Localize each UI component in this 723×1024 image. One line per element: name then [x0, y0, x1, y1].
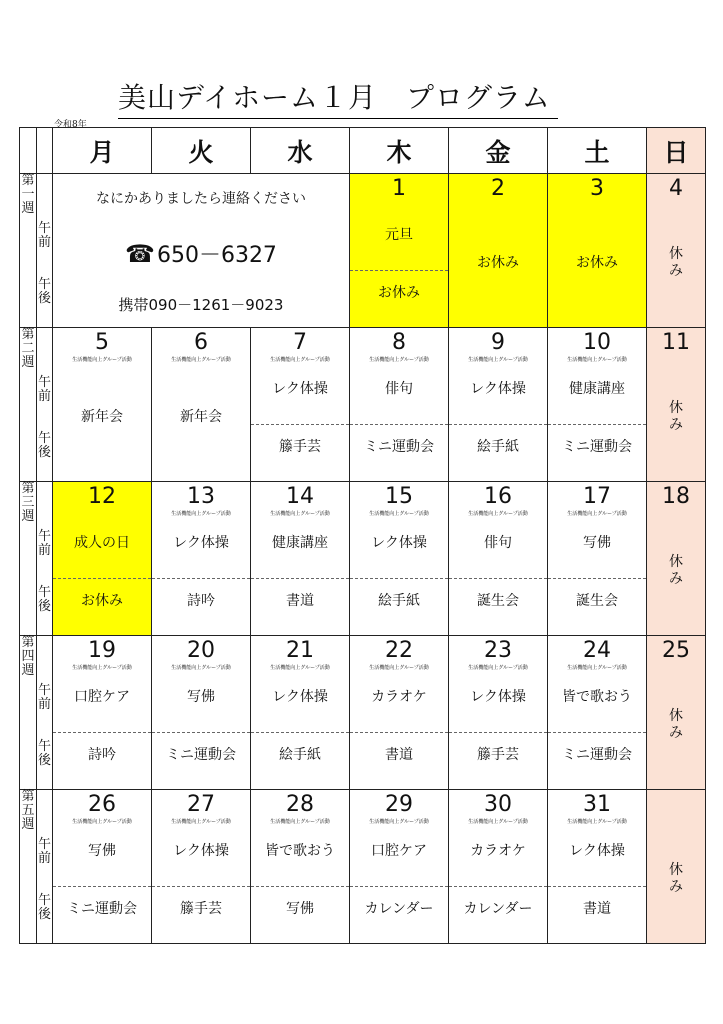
title-underline — [118, 118, 558, 119]
day-content — [548, 636, 646, 789]
rest-char: 休 — [669, 400, 683, 416]
week-label — [20, 328, 37, 482]
period-divider — [350, 270, 448, 271]
day-number: 6 — [194, 330, 208, 355]
activity-pm: 誕生会 — [477, 593, 519, 609]
week-label-char: 四 — [21, 649, 35, 664]
day-cell — [152, 636, 251, 790]
week-row — [20, 790, 706, 944]
day-number: 27 — [187, 792, 215, 817]
day-cell — [350, 482, 449, 636]
day-off-label: お休み — [576, 255, 618, 271]
day-content — [548, 790, 646, 943]
sunday-cell — [647, 636, 706, 790]
activity-pm: 誕生会 — [576, 593, 618, 609]
rest-char: 休 — [669, 554, 683, 570]
day-cell — [251, 328, 350, 482]
day-number: 31 — [583, 792, 611, 817]
rest-char: み — [669, 417, 683, 433]
pm-label: 午後 — [37, 739, 51, 768]
day-cell — [449, 174, 548, 328]
day-cell — [350, 790, 449, 944]
day-number: 20 — [187, 638, 215, 663]
activity-am: カラオケ — [371, 689, 427, 705]
activity-am: 写佛 — [583, 535, 611, 551]
day-number: 8 — [392, 330, 406, 355]
day-cell — [449, 328, 548, 482]
phone-icon: ☎ — [125, 240, 155, 268]
day-cell — [251, 636, 350, 790]
corner-cell — [20, 128, 37, 174]
activity-am: 写佛 — [88, 843, 116, 859]
day-number: 28 — [286, 792, 314, 817]
sunday-content — [647, 636, 705, 789]
day-number: 16 — [484, 484, 512, 509]
day-subtitle: 生活機能向上グループ活動 — [369, 357, 429, 363]
activity-pm: ミニ運動会 — [67, 901, 137, 917]
period-divider — [548, 424, 646, 425]
pm-label: 午後 — [37, 277, 51, 306]
period-divider — [548, 578, 646, 579]
week-label-char: 五 — [21, 803, 35, 818]
day-content — [548, 174, 646, 327]
activity-pm: ミニ運動会 — [562, 439, 632, 455]
activity-am: 成人の日 — [74, 535, 130, 551]
week-label-char: 週 — [21, 509, 35, 524]
rest-char: 休 — [669, 862, 683, 878]
week-row — [20, 482, 706, 636]
day-subtitle: 生活機能向上グループ活動 — [171, 819, 231, 825]
activity-pm: 書道 — [583, 901, 611, 917]
pm-label: 午後 — [37, 893, 51, 922]
period-divider — [350, 578, 448, 579]
period-labels — [37, 328, 53, 482]
pm-label: 午後 — [37, 585, 51, 614]
period-divider — [449, 886, 547, 887]
rest-char: 休 — [669, 708, 683, 724]
day-content — [350, 482, 448, 635]
period-labels — [37, 790, 53, 944]
day-cell — [251, 790, 350, 944]
week-label-char: 週 — [21, 201, 35, 216]
activity-pm: ミニ運動会 — [562, 747, 632, 763]
day-number: 5 — [95, 330, 109, 355]
period-divider — [350, 886, 448, 887]
period-divider — [152, 578, 250, 579]
period-divider — [449, 424, 547, 425]
day-cell — [53, 328, 152, 482]
period-divider — [251, 886, 349, 887]
period-divider — [449, 732, 547, 733]
day-subtitle: 生活機能向上グループ活動 — [72, 665, 132, 671]
activity-pm: 絵手紙 — [378, 593, 420, 609]
calendar-table — [19, 127, 706, 944]
contact-box — [53, 174, 349, 327]
sunday-content — [647, 482, 705, 635]
day-cell — [548, 482, 647, 636]
am-label: 午前 — [37, 529, 51, 558]
day-number: 2 — [491, 176, 505, 201]
weekday-mon: 月 — [53, 128, 152, 174]
day-number: 18 — [662, 484, 690, 509]
day-content — [152, 482, 250, 635]
day-off-label: お休み — [477, 255, 519, 271]
day-subtitle: 生活機能向上グループ活動 — [72, 357, 132, 363]
day-subtitle: 生活機能向上グループ活動 — [567, 357, 627, 363]
week-label-char: 第 — [21, 481, 35, 496]
day-number: 24 — [583, 638, 611, 663]
day-content — [548, 328, 646, 481]
period-divider — [152, 886, 250, 887]
day-cell — [152, 482, 251, 636]
day-subtitle: 生活機能向上グループ活動 — [171, 357, 231, 363]
day-cell — [548, 636, 647, 790]
day-subtitle: 生活機能向上グループ活動 — [72, 819, 132, 825]
am-label: 午前 — [37, 683, 51, 712]
day-subtitle: 生活機能向上グループ活動 — [171, 511, 231, 517]
period-divider — [548, 732, 646, 733]
day-content — [53, 636, 151, 789]
sunday-cell — [647, 790, 706, 944]
rest-char: 休 — [669, 246, 683, 262]
activity-am: 元旦 — [385, 227, 413, 243]
activity-pm: 詩吟 — [88, 747, 116, 763]
weekday-thu: 木 — [350, 128, 449, 174]
week-row — [20, 636, 706, 790]
day-content — [251, 636, 349, 789]
contact-info — [53, 174, 350, 328]
day-content — [350, 174, 448, 327]
activity-pm: 詩吟 — [187, 593, 215, 609]
day-content — [350, 790, 448, 943]
week-label-char: 第 — [21, 173, 35, 188]
period-labels — [37, 174, 53, 328]
week-label-char: 三 — [21, 495, 35, 510]
activity-merged: 新年会 — [180, 409, 222, 425]
day-cell — [152, 790, 251, 944]
activity-pm: 籐手芸 — [477, 747, 519, 763]
rest-char: み — [669, 263, 683, 279]
period-labels — [37, 636, 53, 790]
mobile-number: 携帯090－1261－9023 — [118, 296, 284, 314]
day-number: 22 — [385, 638, 413, 663]
day-content — [251, 328, 349, 481]
period-divider — [53, 886, 151, 887]
day-number: 25 — [662, 638, 690, 663]
activity-pm: 絵手紙 — [279, 747, 321, 763]
contact-message: なにかありましたら連絡ください — [96, 191, 306, 207]
phone-number: 650－6327 — [156, 243, 277, 268]
activity-pm: 籐手芸 — [279, 439, 321, 455]
period-divider — [251, 578, 349, 579]
day-cell — [251, 482, 350, 636]
day-subtitle: 生活機能向上グループ活動 — [468, 511, 528, 517]
activity-am: 俳句 — [484, 535, 512, 551]
activity-pm: カレンダー — [364, 901, 434, 917]
weekday-wed: 水 — [251, 128, 350, 174]
week-label — [20, 636, 37, 790]
activity-am: 健康講座 — [272, 535, 328, 551]
day-content — [449, 328, 547, 481]
week-label-char: 週 — [21, 355, 35, 370]
day-subtitle: 生活機能向上グループ活動 — [369, 665, 429, 671]
day-subtitle: 生活機能向上グループ活動 — [171, 665, 231, 671]
day-cell — [152, 328, 251, 482]
sunday-cell — [647, 482, 706, 636]
day-number: 3 — [590, 176, 604, 201]
period-divider — [548, 886, 646, 887]
day-subtitle: 生活機能向上グループ活動 — [270, 819, 330, 825]
weekday-header-row — [20, 128, 706, 174]
day-content — [350, 636, 448, 789]
period-divider — [251, 424, 349, 425]
activity-pm: お休み — [378, 285, 420, 301]
day-number: 12 — [88, 484, 116, 509]
sunday-rest-label — [647, 246, 705, 280]
day-content — [53, 328, 151, 481]
day-content — [152, 790, 250, 943]
week-label-char: 第 — [21, 635, 35, 650]
period-divider — [53, 732, 151, 733]
day-number: 17 — [583, 484, 611, 509]
day-cell — [53, 636, 152, 790]
day-content — [152, 328, 250, 481]
am-label: 午前 — [37, 221, 51, 250]
day-content — [152, 636, 250, 789]
day-number: 7 — [293, 330, 307, 355]
period-divider — [53, 578, 151, 579]
activity-pm: 書道 — [286, 593, 314, 609]
week-label-char: 第 — [21, 327, 35, 342]
day-content — [350, 328, 448, 481]
week-label-char: 第 — [21, 789, 35, 804]
day-number: 26 — [88, 792, 116, 817]
day-subtitle: 生活機能向上グループ活動 — [270, 357, 330, 363]
activity-am: 皆で歌おう — [265, 843, 335, 859]
day-number: 23 — [484, 638, 512, 663]
era-label: 令和8年 — [54, 120, 87, 130]
activity-pm: 書道 — [385, 747, 413, 763]
activity-am: レク体操 — [470, 689, 526, 705]
activity-pm: カレンダー — [463, 901, 533, 917]
period-labels — [37, 482, 53, 636]
weekday-fri: 金 — [449, 128, 548, 174]
sunday-content — [647, 328, 705, 481]
day-content — [449, 482, 547, 635]
day-number: 29 — [385, 792, 413, 817]
activity-am: 口腔ケア — [371, 843, 427, 859]
activity-pm: ミニ運動会 — [166, 747, 236, 763]
corner-cell-2 — [37, 128, 53, 174]
rest-char: み — [669, 571, 683, 587]
day-number: 11 — [662, 330, 690, 355]
day-subtitle: 生活機能向上グループ活動 — [270, 511, 330, 517]
day-number: 1 — [392, 176, 406, 201]
activity-am: 口腔ケア — [74, 689, 130, 705]
week-label-char: 週 — [21, 663, 35, 678]
activity-am: 俳句 — [385, 381, 413, 397]
activity-am: 皆で歌おう — [562, 689, 632, 705]
calendar-body — [20, 174, 706, 944]
weekday-sun: 日 — [647, 128, 706, 174]
day-number: 4 — [669, 176, 683, 201]
day-number: 15 — [385, 484, 413, 509]
week-row — [20, 328, 706, 482]
day-number: 13 — [187, 484, 215, 509]
period-divider — [251, 732, 349, 733]
day-number: 19 — [88, 638, 116, 663]
day-subtitle: 生活機能向上グループ活動 — [468, 357, 528, 363]
day-content — [449, 174, 547, 327]
phone-line — [53, 238, 349, 269]
activity-pm: お休み — [81, 593, 123, 609]
sunday-content — [647, 790, 705, 943]
sunday-rest-label — [647, 554, 705, 588]
activity-am: カラオケ — [470, 843, 526, 859]
day-subtitle: 生活機能向上グループ活動 — [369, 819, 429, 825]
week-label — [20, 482, 37, 636]
day-cell — [449, 636, 548, 790]
day-subtitle: 生活機能向上グループ活動 — [468, 665, 528, 671]
activity-am: レク体操 — [371, 535, 427, 551]
weekday-tue: 火 — [152, 128, 251, 174]
activity-merged: 新年会 — [81, 409, 123, 425]
sunday-content — [647, 174, 705, 327]
day-subtitle: 生活機能向上グループ活動 — [567, 665, 627, 671]
day-number: 21 — [286, 638, 314, 663]
day-cell — [350, 328, 449, 482]
activity-am: 写佛 — [187, 689, 215, 705]
day-content — [251, 482, 349, 635]
day-content — [53, 790, 151, 943]
day-content — [449, 636, 547, 789]
week-row — [20, 174, 706, 328]
sunday-rest-label — [647, 400, 705, 434]
day-content — [449, 790, 547, 943]
sunday-rest-label — [647, 708, 705, 742]
day-content — [53, 482, 151, 635]
activity-pm: 写佛 — [286, 901, 314, 917]
day-cell — [350, 174, 449, 328]
day-subtitle: 生活機能向上グループ活動 — [567, 819, 627, 825]
rest-char: み — [669, 879, 683, 895]
activity-am: レク体操 — [173, 535, 229, 551]
activity-pm: ミニ運動会 — [364, 439, 434, 455]
day-cell — [449, 482, 548, 636]
day-cell — [548, 328, 647, 482]
day-number: 30 — [484, 792, 512, 817]
day-number: 9 — [491, 330, 505, 355]
activity-am: レク体操 — [173, 843, 229, 859]
day-content — [251, 790, 349, 943]
day-subtitle: 生活機能向上グループ活動 — [270, 665, 330, 671]
period-divider — [152, 732, 250, 733]
pm-label: 午後 — [37, 431, 51, 460]
period-divider — [350, 732, 448, 733]
day-cell — [53, 790, 152, 944]
week-label-char: 週 — [21, 817, 35, 832]
day-cell — [548, 174, 647, 328]
activity-am: 健康講座 — [569, 381, 625, 397]
am-label: 午前 — [37, 837, 51, 866]
week-label-char: 二 — [21, 341, 35, 356]
day-number: 10 — [583, 330, 611, 355]
activity-pm: 絵手紙 — [477, 439, 519, 455]
day-cell — [53, 482, 152, 636]
activity-am: レク体操 — [272, 381, 328, 397]
sunday-cell — [647, 174, 706, 328]
page-title: 美山デイホーム１月 プログラム — [118, 81, 551, 114]
day-subtitle: 生活機能向上グループ活動 — [468, 819, 528, 825]
day-cell — [449, 790, 548, 944]
week-label — [20, 174, 37, 328]
activity-am: レク体操 — [569, 843, 625, 859]
week-label-char: 一 — [21, 187, 35, 202]
period-divider — [449, 578, 547, 579]
day-content — [548, 482, 646, 635]
day-subtitle: 生活機能向上グループ活動 — [567, 511, 627, 517]
day-cell — [350, 636, 449, 790]
sunday-rest-label — [647, 862, 705, 896]
sunday-cell — [647, 328, 706, 482]
activity-pm: 籐手芸 — [180, 901, 222, 917]
day-number: 14 — [286, 484, 314, 509]
activity-am: レク体操 — [272, 689, 328, 705]
weekday-sat: 土 — [548, 128, 647, 174]
day-cell — [548, 790, 647, 944]
week-label — [20, 790, 37, 944]
rest-char: み — [669, 725, 683, 741]
am-label: 午前 — [37, 375, 51, 404]
period-divider — [350, 424, 448, 425]
activity-am: レク体操 — [470, 381, 526, 397]
day-subtitle: 生活機能向上グループ活動 — [369, 511, 429, 517]
